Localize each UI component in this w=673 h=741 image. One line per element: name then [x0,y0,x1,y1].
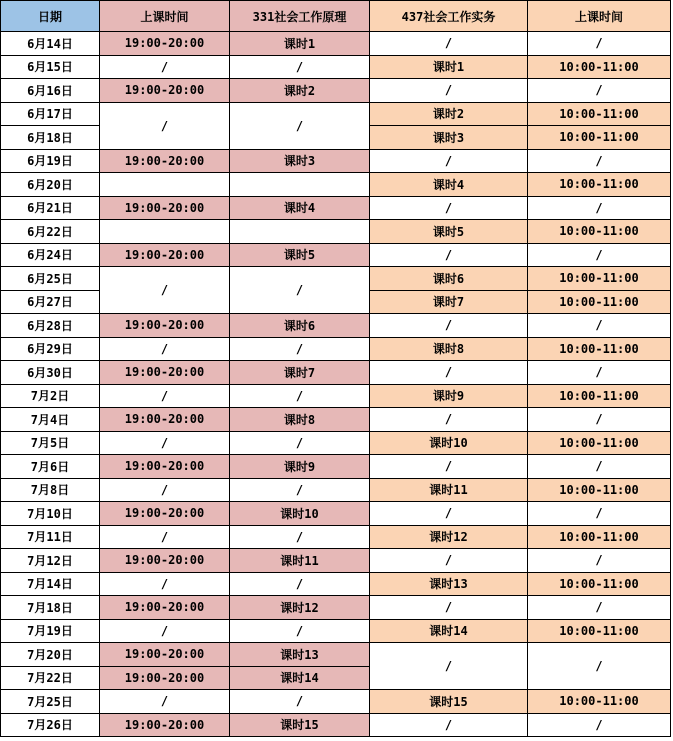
schedule-cell: 10:00-11:00 [528,102,671,126]
schedule-cell: 19:00-20:00 [100,79,230,103]
schedule-cell: / [528,643,671,690]
schedule-cell: / [528,713,671,737]
schedule-cell: 19:00-20:00 [100,502,230,526]
table-row [1,102,671,126]
schedule-cell: / [370,408,528,432]
schedule-cell: 10:00-11:00 [528,619,671,643]
table-row [1,196,671,220]
schedule-cell: / [230,525,370,549]
schedule-cell: / [370,196,528,220]
table-row [1,361,671,385]
schedule-cell: 10:00-11:00 [528,55,671,79]
table-row [1,455,671,479]
table-row [1,619,671,643]
schedule-cell: 课时8 [370,337,528,361]
date-cell: 6月19日 [1,149,100,173]
schedule-cell: / [528,408,671,432]
schedule-cell: 19:00-20:00 [100,713,230,737]
schedule-cell: 课时3 [370,126,528,150]
date-cell: 6月14日 [1,32,100,56]
table-row [1,643,671,667]
table-row [1,220,671,244]
schedule-cell: 课时11 [230,549,370,573]
table-row [1,596,671,620]
schedule-cell: 10:00-11:00 [528,690,671,714]
date-cell: 7月26日 [1,713,100,737]
date-cell: 7月5日 [1,431,100,455]
schedule-cell: 课时2 [370,102,528,126]
schedule-cell: 19:00-20:00 [100,314,230,338]
table-row [1,713,671,737]
date-cell: 6月15日 [1,55,100,79]
schedule-cell: 10:00-11:00 [528,478,671,502]
schedule-cell: / [230,384,370,408]
schedule-cell: 19:00-20:00 [100,408,230,432]
schedule-cell: 19:00-20:00 [100,243,230,267]
schedule-cell: 课时10 [370,431,528,455]
schedule-cell: / [100,572,230,596]
date-cell: 7月12日 [1,549,100,573]
schedule-cell: 课时9 [230,455,370,479]
schedule-cell: 课时13 [370,572,528,596]
schedule-cell: 19:00-20:00 [100,643,230,667]
header-course-331: 331社会工作原理 [230,1,370,32]
date-cell: 6月25日 [1,267,100,291]
schedule-cell: 19:00-20:00 [100,549,230,573]
schedule-cell: 19:00-20:00 [100,361,230,385]
header-row [1,1,671,32]
table-row [1,549,671,573]
schedule-cell: 课时6 [230,314,370,338]
date-cell: 7月20日 [1,643,100,667]
schedule-cell: / [100,384,230,408]
header-time-437: 上课时间 [528,1,671,32]
table-row [1,384,671,408]
schedule-cell: 课时7 [230,361,370,385]
schedule-cell: / [100,690,230,714]
schedule-cell: / [528,361,671,385]
schedule-cell: / [370,79,528,103]
schedule-cell: 19:00-20:00 [100,32,230,56]
schedule-cell: / [370,643,528,690]
schedule-cell: 课时7 [370,290,528,314]
schedule-cell: 课时11 [370,478,528,502]
schedule-cell: 19:00-20:00 [100,596,230,620]
date-cell: 7月18日 [1,596,100,620]
schedule-cell: / [370,596,528,620]
schedule-cell: / [100,478,230,502]
date-cell: 6月20日 [1,173,100,197]
schedule-cell: / [230,478,370,502]
schedule-cell: / [528,596,671,620]
schedule-cell: / [528,549,671,573]
table-row [1,502,671,526]
schedule-cell: / [528,149,671,173]
date-cell: 6月28日 [1,314,100,338]
date-cell: 7月19日 [1,619,100,643]
schedule-cell: 课时1 [230,32,370,56]
schedule-cell: / [100,102,230,149]
schedule-cell: 课时15 [370,690,528,714]
schedule-cell: 课时2 [230,79,370,103]
date-cell: 7月22日 [1,666,100,690]
schedule-cell: / [100,431,230,455]
schedule-cell: / [370,314,528,338]
schedule-cell: / [370,455,528,479]
schedule-cell: / [370,549,528,573]
schedule-cell: 10:00-11:00 [528,525,671,549]
schedule-cell: / [528,243,671,267]
date-cell: 7月14日 [1,572,100,596]
schedule-cell: / [370,149,528,173]
date-cell: 7月25日 [1,690,100,714]
date-cell: 6月22日 [1,220,100,244]
schedule-cell: / [370,361,528,385]
schedule-cell [100,173,230,197]
header-time-331: 上课时间 [100,1,230,32]
date-cell: 6月24日 [1,243,100,267]
date-cell: 6月27日 [1,290,100,314]
schedule-cell [230,220,370,244]
table-row [1,79,671,103]
date-cell: 7月11日 [1,525,100,549]
table-row [1,525,671,549]
schedule-cell: / [528,32,671,56]
schedule-cell: / [100,267,230,314]
table-row [1,314,671,338]
date-cell: 7月8日 [1,478,100,502]
schedule-cell: 课时6 [370,267,528,291]
table-row [1,478,671,502]
schedule-cell: 课时8 [230,408,370,432]
schedule-cell: / [230,572,370,596]
schedule-cell: / [528,196,671,220]
schedule-cell: 19:00-20:00 [100,196,230,220]
schedule-cell: / [230,267,370,314]
date-cell: 6月16日 [1,79,100,103]
schedule-body [1,32,671,737]
schedule-cell: / [100,55,230,79]
table-row [1,55,671,79]
date-cell: 6月29日 [1,337,100,361]
schedule-cell: 19:00-20:00 [100,666,230,690]
schedule-cell: 19:00-20:00 [100,455,230,479]
schedule-cell: 课时14 [370,619,528,643]
schedule-cell: 19:00-20:00 [100,149,230,173]
table-row [1,690,671,714]
table-row [1,267,671,291]
schedule-cell: / [528,455,671,479]
schedule-cell: / [370,32,528,56]
schedule-cell: / [370,713,528,737]
header-course-437: 437社会工作实务 [370,1,528,32]
schedule-cell: / [230,690,370,714]
date-cell: 6月17日 [1,102,100,126]
table-row [1,408,671,432]
schedule-cell: 10:00-11:00 [528,173,671,197]
table-row [1,572,671,596]
schedule-cell: 课时3 [230,149,370,173]
schedule-cell: 课时15 [230,713,370,737]
schedule-cell: 课时12 [230,596,370,620]
schedule-cell: / [528,502,671,526]
date-cell: 7月10日 [1,502,100,526]
date-cell: 6月18日 [1,126,100,150]
schedule-cell: / [528,79,671,103]
table-row [1,32,671,56]
schedule-cell: 课时13 [230,643,370,667]
header-date: 日期 [1,1,100,32]
schedule-cell: 课时12 [370,525,528,549]
schedule-cell: / [230,619,370,643]
schedule-cell: 10:00-11:00 [528,220,671,244]
schedule-cell: 课时9 [370,384,528,408]
schedule-cell: 10:00-11:00 [528,431,671,455]
schedule-cell: 10:00-11:00 [528,290,671,314]
schedule-cell: / [100,337,230,361]
schedule-cell: / [230,337,370,361]
schedule-cell: / [370,243,528,267]
date-cell: 6月30日 [1,361,100,385]
schedule-cell: 10:00-11:00 [528,267,671,291]
table-row [1,431,671,455]
schedule-cell: 课时14 [230,666,370,690]
table-row [1,149,671,173]
schedule-cell: 课时1 [370,55,528,79]
date-cell: 7月4日 [1,408,100,432]
date-cell: 6月21日 [1,196,100,220]
schedule-cell: 10:00-11:00 [528,126,671,150]
schedule-cell: 课时4 [370,173,528,197]
table-row [1,337,671,361]
schedule-cell: 课时10 [230,502,370,526]
schedule-header [1,1,671,32]
schedule-cell: 课时5 [370,220,528,244]
schedule-cell [230,173,370,197]
schedule-cell: 10:00-11:00 [528,384,671,408]
schedule-cell: 课时5 [230,243,370,267]
table-row [1,243,671,267]
date-cell: 7月6日 [1,455,100,479]
schedule-cell: 10:00-11:00 [528,337,671,361]
schedule-cell: / [370,502,528,526]
schedule-cell: / [100,525,230,549]
schedule-cell: 课时4 [230,196,370,220]
schedule-cell: / [100,619,230,643]
schedule-cell: / [230,431,370,455]
date-cell: 7月2日 [1,384,100,408]
schedule-cell: / [230,102,370,149]
schedule-cell: / [528,314,671,338]
schedule-cell: / [230,55,370,79]
schedule-cell: 10:00-11:00 [528,572,671,596]
schedule-cell [100,220,230,244]
table-row [1,173,671,197]
